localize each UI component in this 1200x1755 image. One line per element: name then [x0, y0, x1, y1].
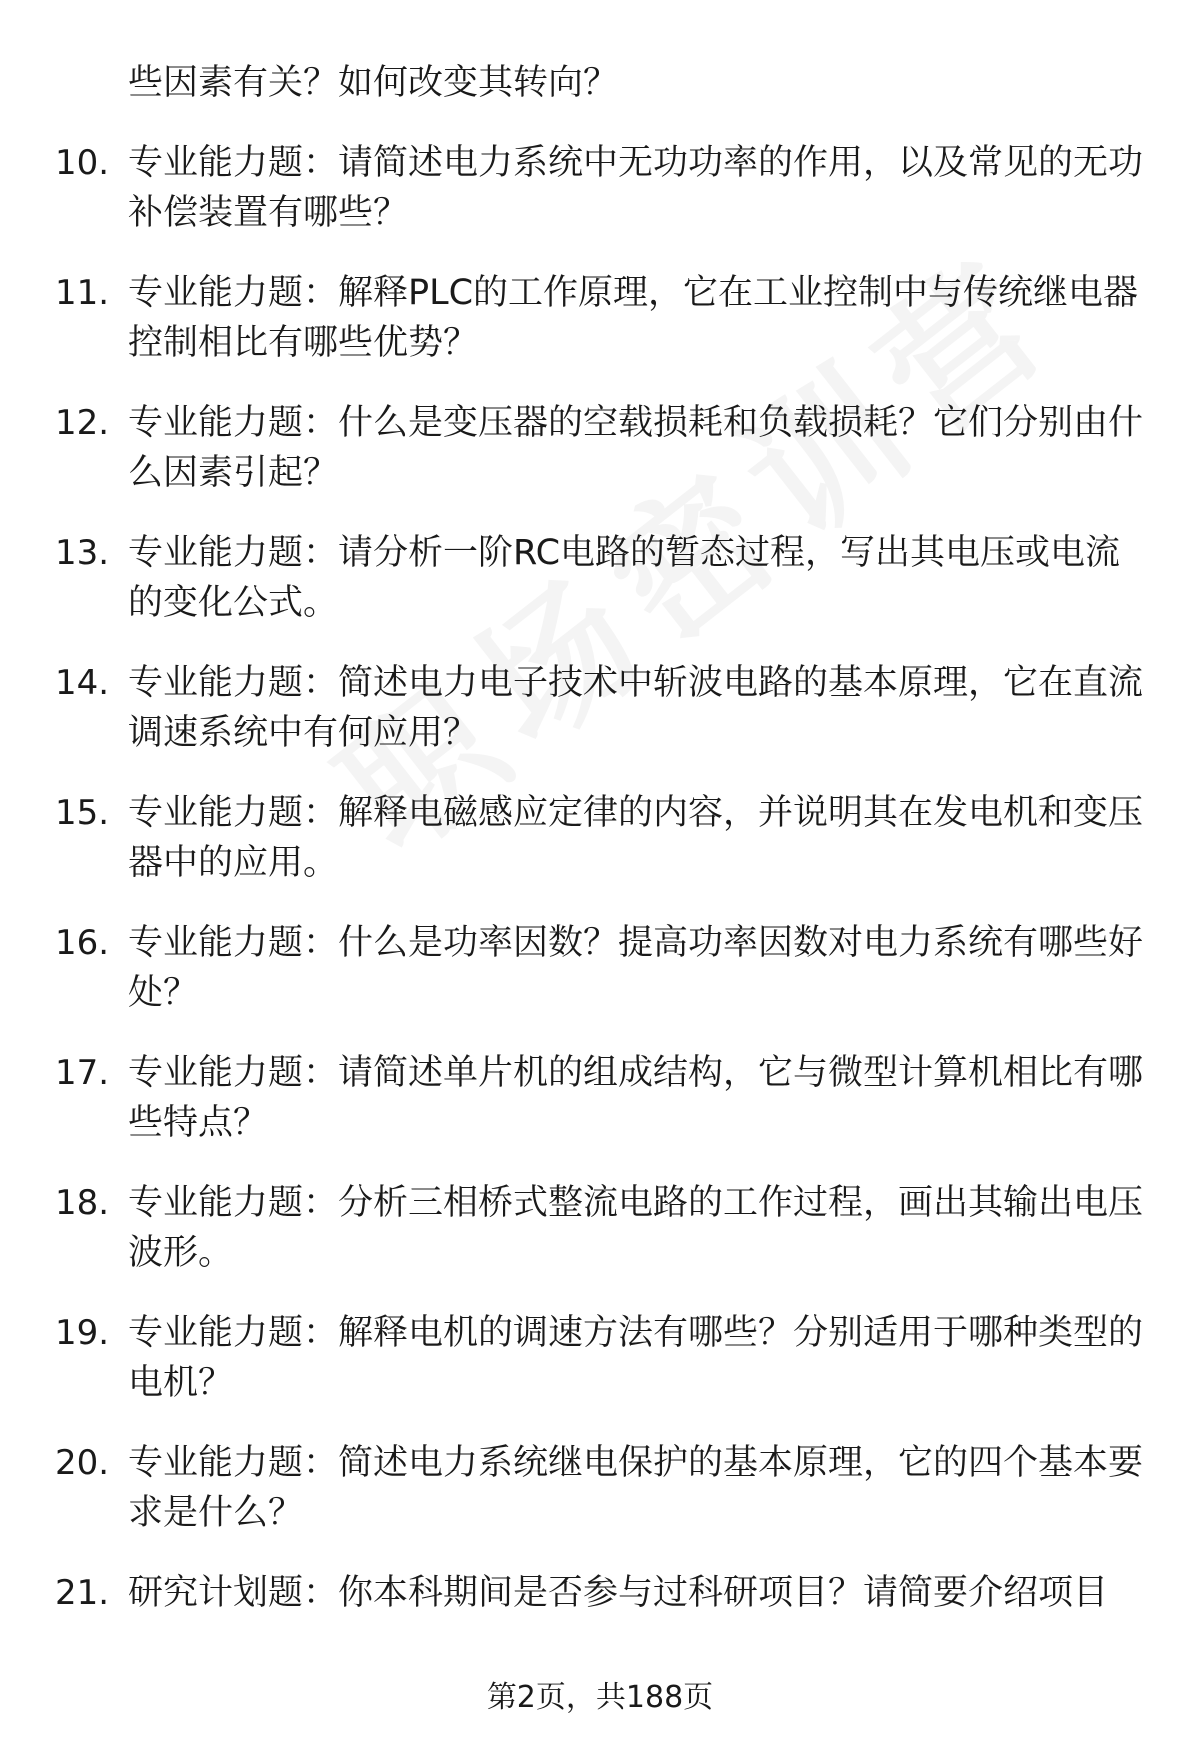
question-number: 18. [55, 1183, 110, 1223]
question-item [0, 1308, 1200, 1408]
page-footer: 第2页，共188页 [486, 1680, 714, 1715]
question-text: 专业能力题：请分析一阶RC电路的暂态过程，写出其电压或电流的变化公式。 [128, 533, 1121, 623]
question-text: 专业能力题：解释电磁感应定律的内容，并说明其在发电机和变压器中的应用。 [128, 793, 1144, 883]
question-item [0, 1178, 1200, 1278]
question-number: 21. [55, 1573, 110, 1613]
question-list [0, 138, 1200, 1618]
question-item [0, 918, 1200, 1018]
question-item [0, 268, 1200, 368]
question-item [0, 1048, 1200, 1148]
question-number: 13. [55, 533, 110, 573]
question-number: 16. [55, 923, 110, 963]
question-number: 17. [55, 1053, 110, 1093]
question-text: 专业能力题：什么是变压器的空载损耗和负载损耗？它们分别由什么因素引起？ [128, 403, 1144, 493]
question-number: 11. [55, 273, 110, 313]
question-text: 专业能力题：请简述电力系统中无功功率的作用，以及常见的无功补偿装置有哪些？ [128, 143, 1144, 233]
question-text: 专业能力题：分析三相桥式整流电路的工作过程，画出其输出电压波形。 [128, 1183, 1144, 1273]
question-number: 12. [55, 403, 110, 443]
question-number: 14. [55, 663, 110, 703]
continued-question-text: 些因素有关？如何改变其转向？ [128, 63, 619, 103]
question-number: 20. [55, 1443, 110, 1483]
question-text: 专业能力题：请简述单片机的组成结构，它与微型计算机相比有哪些特点？ [128, 1053, 1144, 1143]
question-text: 专业能力题：解释PLC的工作原理，它在工业控制中与传统继电器控制相比有哪些优势？ [128, 273, 1139, 363]
question-item [0, 528, 1200, 628]
question-text: 专业能力题：简述电力电子技术中斩波电路的基本原理，它在直流调速系统中有何应用？ [128, 663, 1144, 753]
question-item [0, 1438, 1200, 1538]
question-number: 10. [55, 143, 110, 183]
question-item [0, 138, 1200, 238]
question-text: 专业能力题：什么是功率因数？提高功率因数对电力系统有哪些好处？ [128, 923, 1144, 1013]
question-item [0, 1568, 1200, 1618]
question-number: 19. [55, 1313, 110, 1353]
question-number: 15. [55, 793, 110, 833]
question-content [0, 58, 1200, 1618]
question-text: 专业能力题：解释电机的调速方法有哪些？分别适用于哪种类型的电机？ [128, 1313, 1144, 1403]
question-text: 专业能力题：简述电力系统继电保护的基本原理，它的四个基本要求是什么？ [128, 1443, 1144, 1533]
question-text: 研究计划题：你本科期间是否参与过科研项目？请简要介绍项目 [128, 1573, 1109, 1613]
question-item [0, 398, 1200, 498]
question-item [0, 788, 1200, 888]
question-item [0, 658, 1200, 758]
